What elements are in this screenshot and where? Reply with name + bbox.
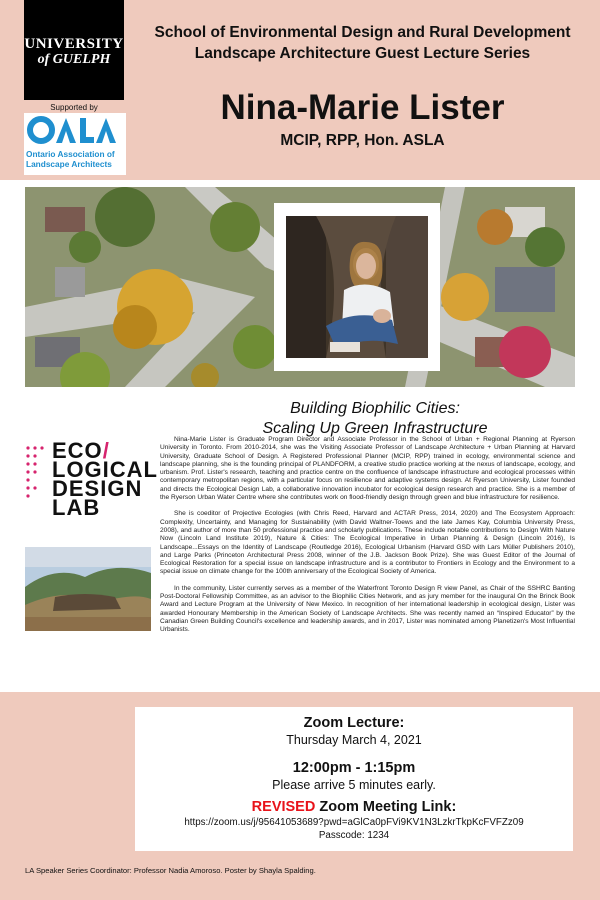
bio-paragraph-2: She is coeditor of Projective Ecologies (with Chris Reed, Harvard and ACTAR Press, 2014, 2020) and The Ecosystem Approach: Complexity, Uncertainty, and Managing for Sustainability (with David Waltner-Toews and the late James Kay, Columbia University Press, 2008), and author of more than 50 professional practice and scholarly publications. These include notable contributions to Design With Nature Now (Lincoln Land Institute 2019), Nature & Cities: The Ecological Imperative in Urban Planning & Design (Lincoln 2016), Is Landscape...Essays on the Identity of Landscape (Routledge 2016), Ecological Urbanism (Harvard GSD with Lars Müller Publishers 2010), and Large Parks (Princeton Architectural Press 2008, winner of the J.B. Jackson Book Prize). She was Guest Editor of the Journal of Ecological Restoration for a special issue on landscape infrastructure and is a contributor to Frontiers in Ecology and the Environment to a special issue on climate change for the 100th anniversary of the Ecological Society of America. <box>160 510 575 576</box>
coordinator-credit: LA Speaker Series Coordinator: Professor Nadia Amoroso. Poster by Shayla Spalding. <box>25 866 316 875</box>
university-of-guelph-logo <box>24 0 124 100</box>
oala-logo <box>24 113 126 175</box>
oala-name: Ontario Association of Landscape Architects <box>26 149 115 169</box>
supported-by-label: Supported by <box>50 103 98 112</box>
zoom-lecture-label: Zoom Lecture: <box>303 715 405 731</box>
bio-paragraph-1: Nina-Marie Lister is Graduate Program Director and Associate Professor in the School of Urban + Regional Planning at Ryerson University in Toronto. From 2010-2014, she was the Visiting Associate Professor of Landscape Architecture + Urban Planning at Harvard University, Graduate School of Design. A Registered Professional Planner (MCIP, RPP) trained in ecology, environmental science and landscape planning, she is the founding principal of PLANDFORM, a creative studio practice working at the nexus of landscape, ecology, and urbanism. Prof. Lister's research, teaching and practice centre on the confluence of landscape infrastructure and ecological processes within contemporary metropolitan regions, with a particular focus on resilience and adaptive systems design. At Ryerson University, Lister founded and directs the Ecological Design Lab, a collaborative innovation incubator for ecological design research and practice. She is a member of the Ryerson Urban Water Centre where she contributes work on flood-friendly design through green and blue infrastructure for resilience. <box>160 436 575 502</box>
school-line1: School of Environmental Design and Rural Development <box>154 24 571 41</box>
school-heading <box>135 22 590 64</box>
zoom-meeting-link[interactable]: https://zoom.us/j/95641053689?pwd=aGlCa0pFVi9KV1N3LzkrTkpKcFVFZz09 <box>184 817 524 828</box>
arrive-early-note: Please arrive 5 minutes early. <box>272 778 436 792</box>
school-line2: Landscape Architecture Guest Lecture Series <box>194 45 531 62</box>
meeting-link-label: Zoom Meeting Link: <box>315 799 457 815</box>
meeting-link-heading <box>135 799 573 815</box>
eco-logo-line2: LOGICAL <box>52 457 158 482</box>
talk-title-line1: Building Biophilic Cities: <box>290 400 460 417</box>
talk-title <box>200 399 550 439</box>
eco-logo-line1: ECO <box>52 438 103 463</box>
university-logo-line1: UNIVERSITY <box>24 36 124 52</box>
speaker-portrait <box>286 216 428 358</box>
speaker-bio <box>160 436 575 643</box>
speaker-credentials: MCIP, RPP, Hon. ASLA <box>280 132 445 149</box>
eco-logo-slash: / <box>102 438 110 463</box>
speaker-name: Nina-Marie Lister <box>220 88 505 127</box>
university-logo-line2: of GUELPH <box>37 52 111 67</box>
lecture-time: 12:00pm - 1:15pm <box>292 760 416 776</box>
zoom-passcode: Passcode: 1234 <box>318 830 390 841</box>
bio-paragraph-3: In the community, Lister currently serves as a member of the Waterfront Toronto Design R view Panel, as Chair of the SSHRC Banting Post-Doctoral Fellowship Committee, as an advisor to the Biophilic Cities Network, and as jury member for the inaugural On the Brinck Book Award and Lecture Program at the University of New Mexico. In recognition of her international leadership in ecological design, Lister was awarded Honourary Membership in the American Society of Landscape Architects. She was recently named an “Inspired Educator” by the Canadian Green Building Council's excellence and leadership awards, and in 2017, Lister was nominated among Planetizen's Most Influential Urbanists. <box>160 584 575 634</box>
ecological-design-lab-logo <box>52 438 158 520</box>
zoom-details-box <box>135 707 573 851</box>
speaker-portrait-illustration <box>286 216 428 358</box>
landscape-photo-illustration <box>25 547 151 631</box>
eco-logo-line3: DESIGN <box>52 476 143 501</box>
revised-label: REVISED <box>251 799 316 815</box>
lecture-date: Thursday March 4, 2021 <box>286 733 422 747</box>
oala-logo-icon <box>26 115 124 145</box>
talk-title-line2: Scaling Up Green Infrastructure <box>262 420 488 437</box>
eco-logo-line4: LAB <box>52 495 101 520</box>
landscape-photo <box>25 547 151 631</box>
